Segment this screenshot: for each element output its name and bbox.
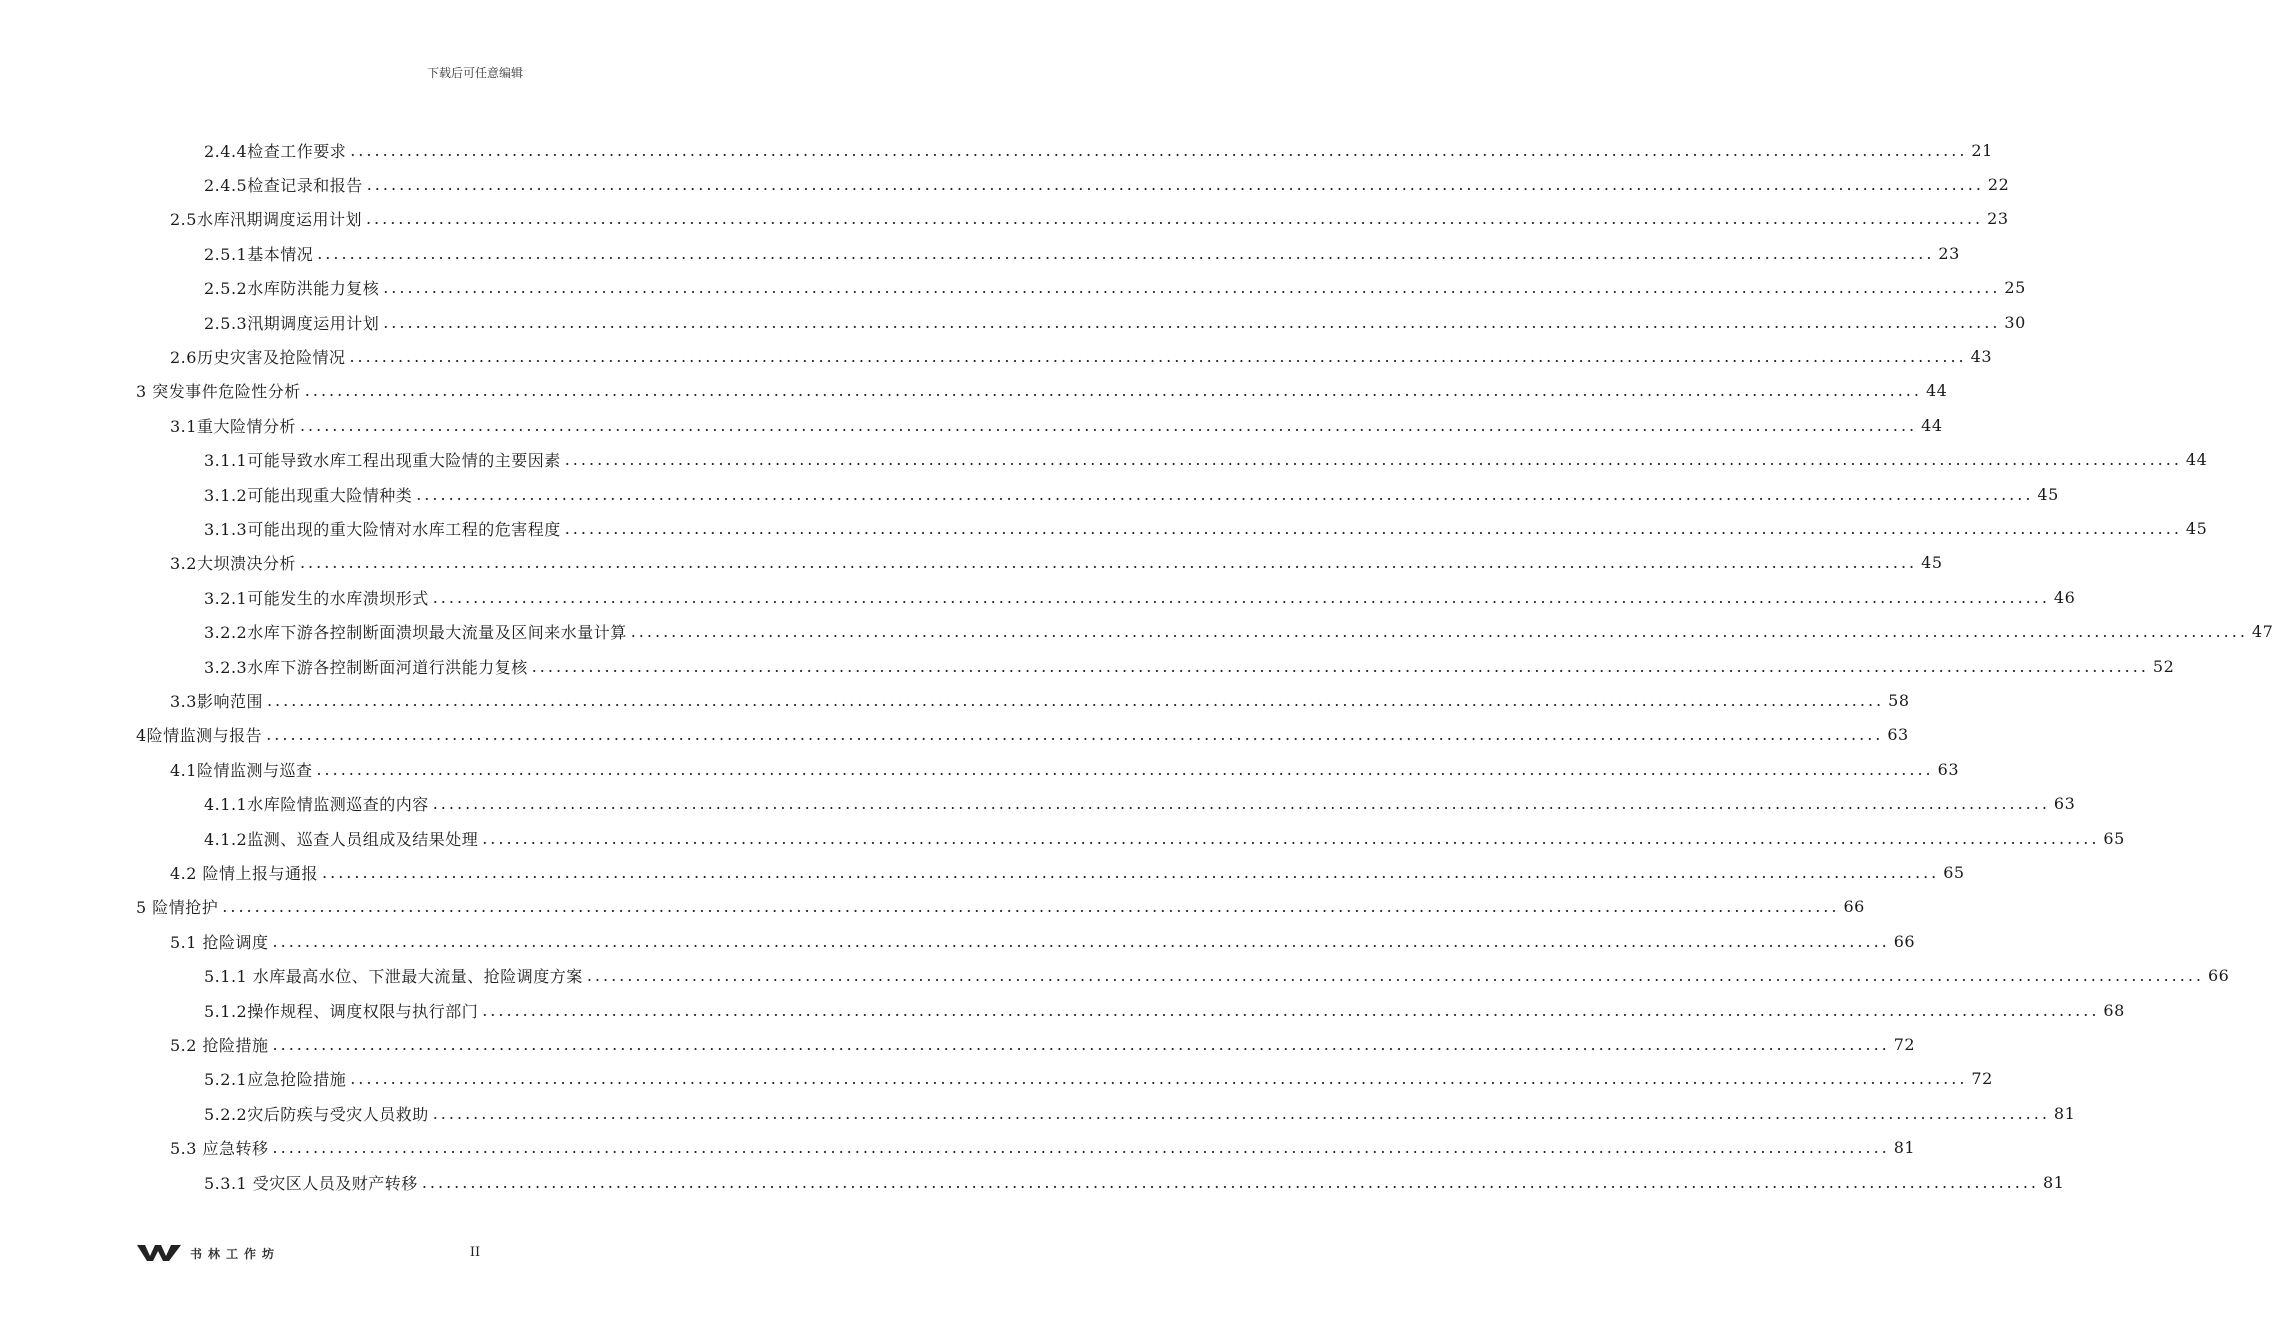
- toc-entry-page: 47: [2251, 622, 2273, 642]
- toc-entry-title: 5.2.1应急抢险措施: [204, 1070, 347, 1090]
- footer-brand-text: 书林工作坊: [190, 1246, 281, 1261]
- toc-entry[interactable]: [204, 236, 1960, 270]
- toc-entry-page: 45: [2037, 484, 2059, 504]
- toc-entry[interactable]: [204, 511, 2208, 545]
- toc-entry[interactable]: [204, 167, 2010, 201]
- toc-entry[interactable]: [204, 993, 2125, 1027]
- toc-dot-leader: ........................................................................................................................................................................................................: [421, 1172, 2039, 1192]
- header-note: 下载后可任意编辑: [426, 66, 523, 80]
- toc-entry-page: 30: [2004, 312, 2026, 332]
- toc-entry[interactable]: [204, 580, 2076, 614]
- toc-entry[interactable]: [136, 374, 1948, 408]
- toc-entry-page: 72: [1893, 1034, 1916, 1054]
- toc-entry-page: 63: [1937, 759, 1959, 779]
- toc-entry-title: 5.2 抢险措施: [170, 1035, 269, 1055]
- toc-dot-leader: ........................................................................................................................................................................................................: [365, 209, 1984, 229]
- toc-entry[interactable]: [204, 477, 2059, 511]
- toc-entry-page: 44: [1921, 415, 1943, 435]
- toc-entry[interactable]: [204, 615, 2273, 649]
- toc-dot-leader: ........................................................................................................................................................................................................: [432, 587, 2050, 607]
- toc-entry-title: 5.1.1 水库最高水位、下泄最大流量、抢险调度方案: [204, 967, 583, 987]
- toc-dot-leader: ........................................................................................................................................................................................................: [222, 897, 1840, 917]
- toc-dot-leader: ........................................................................................................................................................................................................: [432, 1103, 2050, 1123]
- toc-entry-title: 5.1.2操作规程、调度权限与执行部门: [204, 1001, 479, 1021]
- toc-entry[interactable]: [170, 408, 1943, 442]
- toc-entry-title: 2.5水库汛期调度运用计划: [170, 210, 362, 230]
- toc-dot-leader: ........................................................................................................................................................................................................: [349, 346, 1967, 366]
- toc-dot-leader: ........................................................................................................................................................................................................: [316, 759, 1934, 779]
- toc-entry-page: 66: [1893, 931, 1916, 951]
- toc-entry[interactable]: [204, 959, 2230, 993]
- toc-entry-title: 3.1重大险情分析: [170, 416, 296, 436]
- toc-entry-title: 5.1 抢险调度: [170, 932, 269, 952]
- toc-entry[interactable]: [170, 855, 1965, 889]
- toc-entry[interactable]: [170, 1131, 1916, 1165]
- toc-entry[interactable]: [136, 890, 1865, 924]
- toc-entry-page: 63: [1887, 725, 1909, 745]
- toc-entry-title: 2.5.3汛期调度运用计划: [204, 313, 380, 333]
- toc-dot-leader: ........................................................................................................................................................................................................: [272, 1034, 1890, 1054]
- toc-dot-leader: ........................................................................................................................................................................................................: [299, 553, 1918, 573]
- toc-entry[interactable]: [204, 649, 2175, 683]
- toc-entry[interactable]: [170, 752, 1959, 786]
- toc-dot-leader: ........................................................................................................................................................................................................: [586, 966, 2204, 986]
- toc-entry-title: 3.1.2可能出现重大险情种类: [204, 485, 413, 505]
- toc-entry-page: 22: [1987, 174, 2010, 194]
- toc-dot-leader: ........................................................................................................................................................................................................: [482, 828, 2100, 848]
- toc-entry[interactable]: [204, 787, 2076, 821]
- toc-entry[interactable]: [204, 1165, 2065, 1199]
- toc-dot-leader: ........................................................................................................................................................................................................: [266, 690, 1885, 710]
- toc-dot-leader: ........................................................................................................................................................................................................: [531, 656, 2149, 676]
- toc-entry-page: 72: [1971, 1069, 1993, 1089]
- toc-entry[interactable]: [170, 546, 1943, 580]
- toc-entry[interactable]: [170, 924, 1916, 958]
- toc-entry[interactable]: [170, 202, 2009, 236]
- toc-entry-page: 81: [2043, 1172, 2065, 1192]
- toc-dot-leader: ........................................................................................................................................................................................................: [299, 415, 1918, 435]
- toc-entry-title: 3.2大坝溃决分析: [170, 554, 296, 574]
- toc-dot-leader: ........................................................................................................................................................................................................: [383, 312, 2001, 332]
- toc-dot-leader: ........................................................................................................................................................................................................: [366, 174, 1984, 194]
- toc-entry[interactable]: [170, 1027, 1916, 1061]
- toc-entry-page: 81: [1893, 1138, 1916, 1158]
- toc-entry-title: 2.5.2水库防洪能力复核: [204, 279, 380, 299]
- toc-dot-leader: ........................................................................................................................................................................................................: [564, 518, 2182, 538]
- toc-entry-page: 68: [2103, 1000, 2125, 1020]
- toc-entry-page: 66: [2208, 966, 2230, 986]
- toc-entry-title: 2.5.1基本情况: [204, 244, 314, 264]
- toc-entry-title: 5.2.2灾后防疾与受灾人员救助: [204, 1104, 429, 1124]
- toc-entry-title: 3.1.3可能出现的重大险情对水库工程的危害程度: [204, 519, 561, 539]
- toc-dot-leader: ........................................................................................................................................................................................................: [482, 1000, 2100, 1020]
- toc-entry-page: 63: [2053, 794, 2076, 814]
- toc-entry-page: 43: [1970, 346, 1992, 366]
- toc-dot-leader: ........................................................................................................................................................................................................: [317, 243, 1935, 263]
- toc-entry[interactable]: [204, 271, 2026, 305]
- toc-entry-title: 4.2 险情上报与通报: [170, 863, 319, 883]
- toc-entry-title: 3.2.3水库下游各控制断面河道行洪能力复核: [204, 657, 528, 677]
- toc-dot-leader: ........................................................................................................................................................................................................: [266, 725, 1884, 745]
- toc-entry-title: 5.3.1 受灾区人员及财产转移: [204, 1173, 418, 1193]
- toc-entry[interactable]: [204, 305, 2026, 339]
- toc-dot-leader: ........................................................................................................................................................................................................: [564, 450, 2182, 470]
- toc-dot-leader: ........................................................................................................................................................................................................: [416, 484, 2034, 504]
- toc-dot-leader: ........................................................................................................................................................................................................: [350, 1069, 1968, 1089]
- toc-entry[interactable]: [204, 133, 1993, 167]
- toc-entry-title: 4险情监测与报告: [136, 726, 263, 746]
- toc-entry[interactable]: [204, 443, 2208, 477]
- toc-entry-page: 44: [1925, 381, 1948, 401]
- toc-entry-title: 3.2.2水库下游各控制断面溃坝最大流量及区间来水量计算: [204, 623, 627, 643]
- toc-entry[interactable]: [204, 1062, 1993, 1096]
- toc-entry-page: 46: [2053, 587, 2076, 607]
- toc-entry[interactable]: [170, 683, 1910, 717]
- toc-dot-leader: ........................................................................................................................................................................................................: [383, 278, 2001, 298]
- toc-entry-title: 3.1.1可能导致水库工程出现重大险情的主要因素: [204, 451, 561, 471]
- toc-dot-leader: ........................................................................................................................................................................................................: [630, 622, 2248, 642]
- toc-dot-leader: ........................................................................................................................................................................................................: [272, 1138, 1890, 1158]
- toc-entry-title: 3 突发事件危险性分析: [136, 382, 301, 402]
- toc-dot-leader: ........................................................................................................................................................................................................: [272, 931, 1890, 951]
- toc-entry-page: 58: [1888, 690, 1910, 710]
- page-number: II: [469, 1245, 481, 1260]
- toc-entry-title: 2.4.4检查工作要求: [204, 141, 347, 161]
- toc-entry-title: 4.1险情监测与巡查: [170, 760, 313, 780]
- toc-entry[interactable]: [170, 339, 1992, 373]
- toc-entry[interactable]: [204, 821, 2125, 855]
- toc-dot-leader: ........................................................................................................................................................................................................: [304, 381, 1922, 401]
- toc-entry-page: 45: [2185, 518, 2208, 538]
- toc-entry-page: 66: [1843, 897, 1865, 917]
- toc-entry-page: 44: [2185, 450, 2208, 470]
- toc-entry-title: 3.3影响范围: [170, 691, 263, 711]
- toc-entry-title: 5 险情抢护: [136, 898, 219, 918]
- toc-entry-page: 25: [2004, 278, 2026, 298]
- toc-dot-leader: ........................................................................................................................................................................................................: [322, 862, 1940, 882]
- toc-dot-leader: ........................................................................................................................................................................................................: [350, 140, 1968, 160]
- toc-entry-page: 81: [2053, 1103, 2076, 1123]
- toc-entry-page: 65: [1943, 862, 1965, 882]
- toc-entry-page: 21: [1971, 140, 1993, 160]
- toc-entry-title: 2.4.5检查记录和报告: [204, 175, 363, 195]
- toc-entry[interactable]: [136, 718, 1909, 752]
- toc-entry-page: 23: [1938, 243, 1960, 263]
- toc-entry[interactable]: [204, 1096, 2076, 1130]
- toc-entry-title: 2.6历史灾害及抢险情况: [170, 347, 346, 367]
- toc-entry-page: 45: [1921, 553, 1943, 573]
- toc-entry-title: 4.1.2监测、巡查人员组成及结果处理: [204, 829, 479, 849]
- toc-entry-title: 3.2.1可能发生的水库溃坝形式: [204, 588, 429, 608]
- toc-entry-title: 5.3 应急转移: [170, 1139, 269, 1159]
- toc-entry-title: 4.1.1水库险情监测巡查的内容: [204, 795, 429, 815]
- toc-entry-page: 23: [1987, 209, 2009, 229]
- toc-entry-page: 52: [2152, 656, 2175, 676]
- toc-dot-leader: ........................................................................................................................................................................................................: [432, 794, 2050, 814]
- toc-entry-page: 65: [2103, 828, 2125, 848]
